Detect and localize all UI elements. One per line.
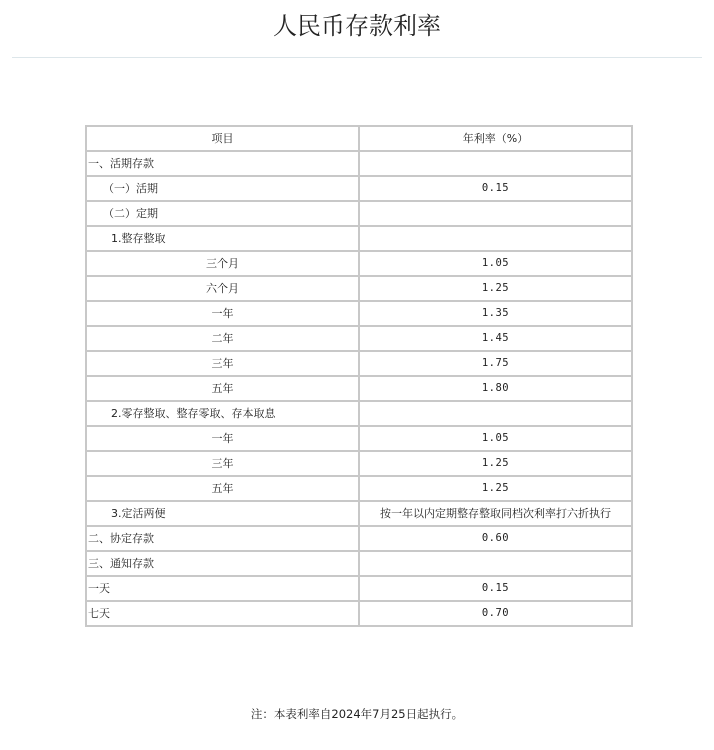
row-item: 一年: [86, 301, 359, 326]
table-row: [86, 576, 632, 601]
table-row: [86, 326, 632, 351]
row-item: 三、通知存款: [86, 551, 359, 576]
row-item: 一年: [86, 426, 359, 451]
row-item: 二、协定存款: [86, 526, 359, 551]
column-header-rate: 年利率（%）: [359, 126, 632, 151]
row-rate: 1.80: [359, 376, 632, 401]
page-title: 人民币存款利率: [273, 12, 441, 40]
row-item: 七天: [86, 601, 359, 626]
row-rate: 1.25: [359, 476, 632, 501]
table-row: [86, 476, 632, 501]
row-rate: 1.05: [359, 251, 632, 276]
table-row: [86, 451, 632, 476]
row-rate: 1.45: [359, 326, 632, 351]
row-item: 三年: [86, 451, 359, 476]
row-rate: 0.15: [359, 176, 632, 201]
row-rate: [359, 151, 632, 176]
table-row: [86, 351, 632, 376]
row-item: （二）定期: [86, 201, 359, 226]
table-row: [86, 226, 632, 251]
row-item: 三年: [86, 351, 359, 376]
row-rate: [359, 551, 632, 576]
row-item: （一）活期: [86, 176, 359, 201]
row-item: 1.整存整取: [86, 226, 359, 251]
row-item: 2.零存整取、整存零取、存本取息: [86, 401, 359, 426]
row-item: 3.定活两便: [86, 501, 359, 526]
row-rate: 0.70: [359, 601, 632, 626]
row-item: 二年: [86, 326, 359, 351]
row-rate: 1.75: [359, 351, 632, 376]
table-row: [86, 501, 632, 526]
row-rate: [359, 401, 632, 426]
row-rate: 1.25: [359, 276, 632, 301]
table-row: [86, 526, 632, 551]
table-row: [86, 401, 632, 426]
row-item: 五年: [86, 476, 359, 501]
table-row: [86, 201, 632, 226]
deposit-rate-table: [85, 125, 633, 627]
table-row: [86, 251, 632, 276]
row-rate: [359, 226, 632, 251]
row-item: 三个月: [86, 251, 359, 276]
row-rate: 1.25: [359, 451, 632, 476]
row-item: 一、活期存款: [86, 151, 359, 176]
title-divider: [12, 57, 702, 58]
table-row: [86, 426, 632, 451]
table-row: [86, 551, 632, 576]
table-header-row: [86, 126, 632, 151]
row-rate: 1.05: [359, 426, 632, 451]
table-row: [86, 276, 632, 301]
footnote: 注：本表利率自2024年7月25日起执行。: [250, 707, 464, 721]
row-rate: 1.35: [359, 301, 632, 326]
table-row: [86, 376, 632, 401]
row-rate: 按一年以内定期整存整取同档次利率打六折执行: [359, 501, 632, 526]
table-row: [86, 601, 632, 626]
row-rate: 0.15: [359, 576, 632, 601]
row-rate: 0.60: [359, 526, 632, 551]
row-rate: [359, 201, 632, 226]
table-row: [86, 151, 632, 176]
row-item: 五年: [86, 376, 359, 401]
table-row: [86, 176, 632, 201]
table-row: [86, 301, 632, 326]
row-item: 六个月: [86, 276, 359, 301]
column-header-item: 项目: [86, 126, 359, 151]
row-item: 一天: [86, 576, 359, 601]
